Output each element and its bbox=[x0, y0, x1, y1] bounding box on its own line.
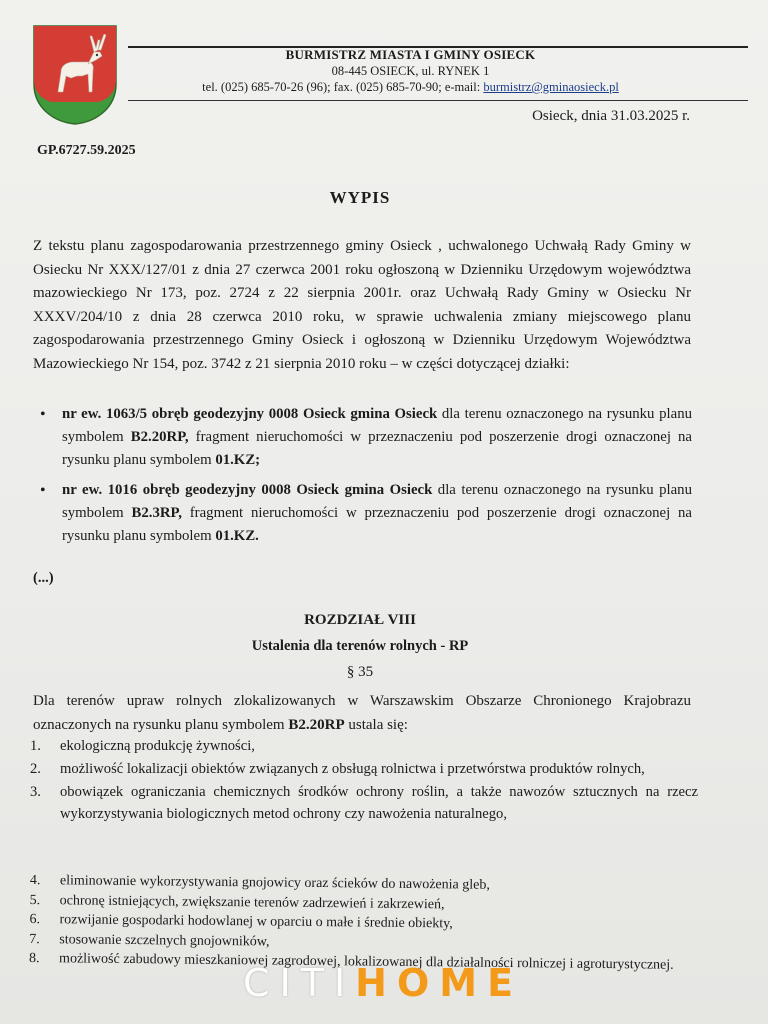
issuer-contact bbox=[128, 79, 693, 95]
list-text: możliwość lokalizacji obiektów związanych z obsługą rolnictwa i przetwórstwa produktów rolnych, bbox=[60, 761, 645, 777]
document-date: Osieck, dnia 31.03.2025 r. bbox=[532, 108, 690, 124]
chapter-heading: ROZDZIAŁ VIII bbox=[304, 612, 416, 628]
reference-number: GP.6727.59.2025 bbox=[37, 143, 136, 158]
parcel-symbol: B2.20RP, bbox=[130, 429, 189, 445]
list-item bbox=[30, 758, 698, 780]
list-text: ochronę istniejących, zwiększanie terenów zadrzewień i zakrzewień, bbox=[59, 892, 445, 912]
coat-of-arms-deer-icon bbox=[30, 22, 120, 126]
intro-paragraph: Z tekstu planu zagospodarowania przestrzennego gminy Osieck , uchwalonego Uchwałą Rady Gminy w Osiecku Nr XXX/127/01 z dnia 27 czerwca 2001 roku ogłoszoną w Dzienniku Urzędowym województwa mazowieckiego Nr 173, poz. 2724 z 22 sierpnia 2001r. oraz Uchwałą Rady Gminy w Osiecku Nr XXXV/204/10 z dnia 28 czerwca 2010 roku, w sprawie uchwalenia zmiany miejscowego planu zagospodarowania przestrzennego Gminy Osieck i ogłoszoną w Dzienniku Urzędowym Województwa Mazowieckiego Nr 154, poz. 3742 z 21 sierpnia 2010 roku – w części dotyczącej działki: bbox=[33, 238, 691, 372]
list-text: eliminowanie wykorzystywania gnojowicy oraz ścieków do nawożenia gleb, bbox=[59, 873, 490, 893]
section-intro-text: ustala się: bbox=[344, 716, 408, 733]
section-heading: § 35 bbox=[346, 664, 374, 680]
list-number: 4. bbox=[29, 872, 41, 889]
omission-mark: (...) bbox=[33, 570, 54, 586]
list-number: 7. bbox=[29, 931, 40, 947]
list-number: 3. bbox=[30, 784, 41, 800]
parcel-list bbox=[62, 403, 692, 555]
parcel-text: fragment nieruchomości w przeznaczeniu pod poszerzenie drogi oznaczonej na rysunku planu symbolem bbox=[62, 505, 692, 544]
header-rule-bottom bbox=[128, 100, 748, 101]
parcel-text: fragment nieruchomości w przeznaczeniu pod poszerzenie drogi oznaczonej na rysunku planu symbolem bbox=[62, 429, 692, 468]
list-number: 1. bbox=[30, 738, 41, 754]
parcel-text: dla terenu oznaczonego na rysunku planu symbolem bbox=[62, 406, 692, 445]
road-symbol: 01.KZ; bbox=[215, 452, 261, 468]
road-symbol: 01.KZ. bbox=[215, 528, 259, 544]
list-item bbox=[30, 735, 698, 757]
watermark-part-b: HOME bbox=[355, 961, 524, 1005]
parcel-id: nr ew. 1063/5 obręb geodezyjny 0008 Osieck gmina Osieck bbox=[62, 406, 438, 422]
list-number: 5. bbox=[29, 892, 41, 908]
document-title: WYPIS bbox=[329, 188, 391, 207]
rules-list-a bbox=[30, 735, 698, 826]
watermark-logo bbox=[243, 961, 523, 1005]
list-text: obowiązek ograniczania chemicznych środków ochrony roślin, a także nawozów sztucznych na rzecz wykorzystywania biologicznych metod ochrony czy nawożenia naturalnego, bbox=[60, 784, 698, 822]
list-item bbox=[30, 781, 698, 825]
parcel-item bbox=[62, 403, 692, 472]
area-symbol: B2.20RP bbox=[288, 716, 345, 733]
letterhead bbox=[128, 47, 693, 95]
section-intro bbox=[33, 690, 691, 737]
list-text: rozwijanie gospodarki hodowlanej w oparciu o małe i średnie obiekty, bbox=[59, 912, 453, 932]
parcel-symbol: B2.3RP, bbox=[131, 505, 182, 521]
parcel-text: dla terenu oznaczonego na rysunku planu symbolem bbox=[62, 482, 692, 521]
list-number: 2. bbox=[30, 761, 41, 777]
issuer-address: 08-445 OSIECK, ul. RYNEK 1 bbox=[331, 64, 490, 78]
section-intro-text: Dla terenów upraw rolnych zlokalizowanych w Warszawskim Obszarze Chronionego Krajobrazu oznaczonych na rysunku planu symbolem bbox=[33, 693, 691, 733]
email-link[interactable]: burmistrz@gminaosieck.pl bbox=[483, 80, 619, 94]
parcel-id: nr ew. 1016 obręb geodezyjny 0008 Osieck gmina Osieck bbox=[62, 482, 433, 498]
list-number: 8. bbox=[29, 950, 40, 967]
list-number: 6. bbox=[29, 911, 41, 928]
list-text: ekologiczną produkcję żywności, bbox=[60, 738, 255, 754]
list-text: możliwość zabudowy mieszkaniowej zagrodowej, lokalizowanej dla działalności rolniczej i agroturystycznej. bbox=[59, 951, 674, 973]
issuer-title: BURMISTRZ MIASTA I GMINY OSIECK bbox=[285, 47, 536, 62]
parcel-item bbox=[62, 479, 692, 548]
chapter-subtitle: Ustalenia dla terenów rolnych - RP bbox=[251, 638, 469, 654]
list-text: stosowanie szczelnych gnojowników, bbox=[59, 931, 270, 950]
contact-line: tel. (025) 685-70-26 (96); fax. (025) 685-70-90; e-mail: bbox=[202, 80, 484, 94]
watermark-part-a: CITI bbox=[243, 961, 356, 1005]
